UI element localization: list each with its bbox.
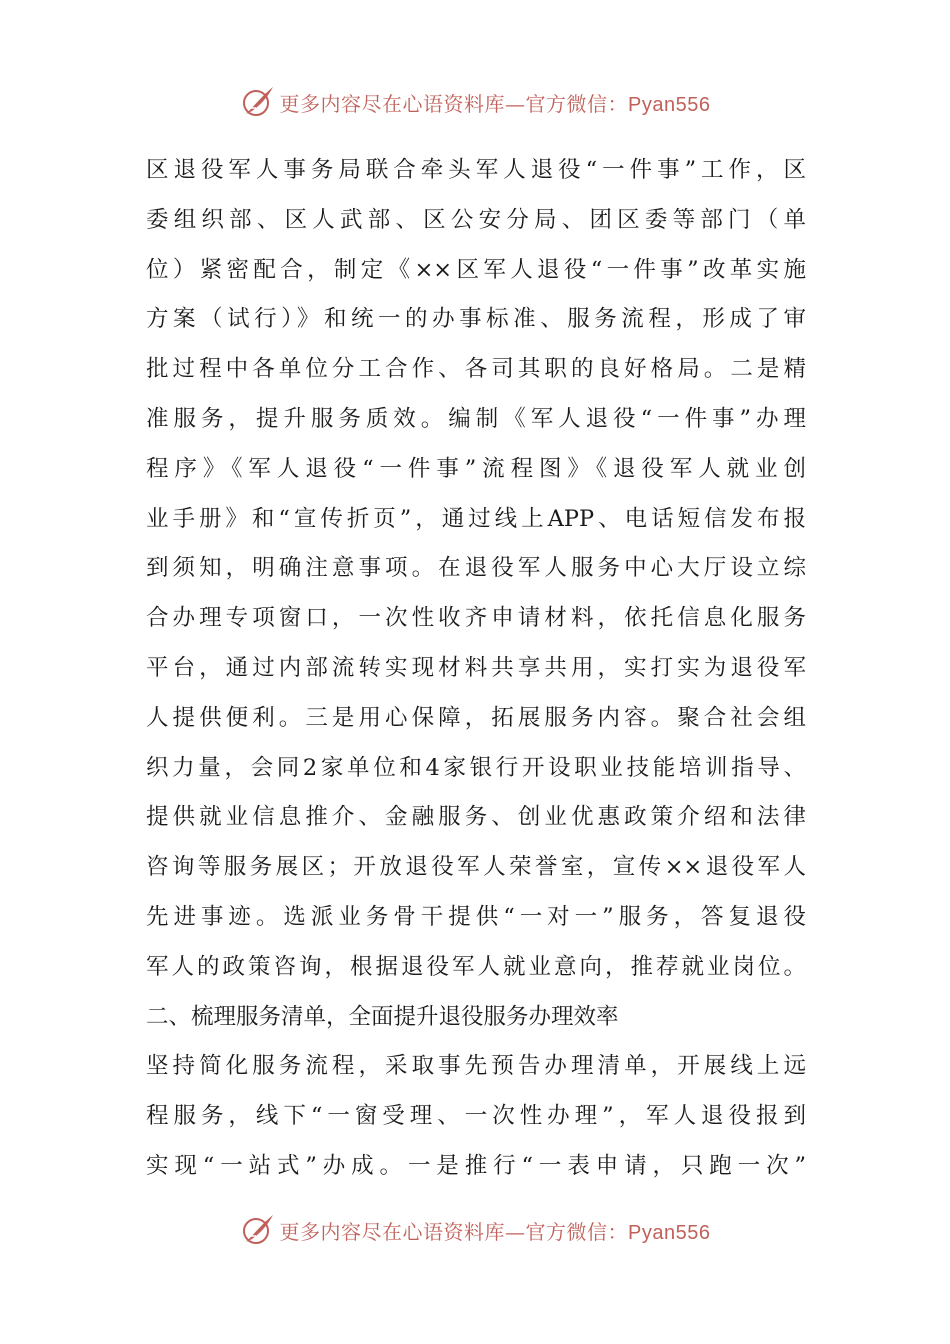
body-line: 军人的政策咨询，根据退役军人就业意向，推荐就业岗位。	[146, 953, 806, 980]
body-line: 位）紧密配合，制定《××区军人退役“一件事”改革实施	[146, 256, 806, 283]
body-line: 程序》《军人退役“一件事”流程图》《退役军人就业创	[146, 455, 806, 482]
header-watermark	[0, 82, 950, 122]
body-line: 提供就业信息推介、金融服务、创业优惠政策介绍和法律	[146, 804, 806, 831]
body-line: 程服务，线下“一窗受理、一次性办理”，军人退役报到	[146, 1103, 806, 1130]
body-line: 业手册》和“宣传折页”，通过线上APP、电话短信发布报	[146, 505, 806, 532]
body-line: 实现“一站式”办成。一是推行“一表申请，只跑一次”	[146, 1152, 806, 1179]
body-line: 先进事迹。选派业务骨干提供“一对一”服务，答复退役	[146, 903, 806, 930]
footer-watermark	[0, 1210, 950, 1250]
footer-watermark-brand: Pyan556	[628, 1221, 711, 1244]
body-line: 织力量，会同2家单位和4家银行开设职业技能培训指导、	[146, 754, 806, 781]
body-line: 合办理专项窗口，一次性收齐申请材料，依托信息化服务	[146, 605, 806, 632]
body-line: 批过程中各单位分工合作、各司其职的良好格局。二是精	[146, 356, 806, 383]
body-line: 坚持简化服务流程，采取事先预告办理清单，开展线上远	[146, 1053, 806, 1080]
body-line: 人提供便利。三是用心保障，拓展服务内容。聚合社会组	[146, 704, 806, 731]
quill-logo-icon	[240, 84, 276, 120]
body-line: 准服务，提升服务质效。编制《军人退役“一件事”办理	[146, 405, 806, 432]
body-line: 平台，通过内部流转实现材料共享共用，实打实为退役军	[146, 654, 806, 681]
header-watermark-brand: Pyan556	[628, 93, 711, 116]
body-line: 到须知，明确注意事项。在退役军人服务中心大厅设立综	[146, 555, 806, 582]
section-heading: 二、梳理服务清单，全面提升退役服务办理效率	[146, 1003, 619, 1030]
footer-watermark-text: 更多内容尽在心语资料库—官方微信：Pyan556	[279, 1219, 711, 1244]
quill-logo-icon	[240, 1212, 276, 1248]
body-line: 区退役军人事务局联合牵头军人退役“一件事”工作，区	[146, 157, 806, 183]
document-body	[146, 146, 806, 1192]
header-watermark-text: 更多内容尽在心语资料库—官方微信：Pyan556	[279, 91, 711, 116]
body-line: 委组织部、区人武部、区公安分局、团区委等部门（单	[146, 206, 806, 233]
body-line: 方案（试行）》和统一的办事标准、服务流程，形成了审	[146, 306, 806, 333]
body-line: 咨询等服务展区；开放退役军人荣誉室，宣传××退役军人	[146, 854, 806, 881]
